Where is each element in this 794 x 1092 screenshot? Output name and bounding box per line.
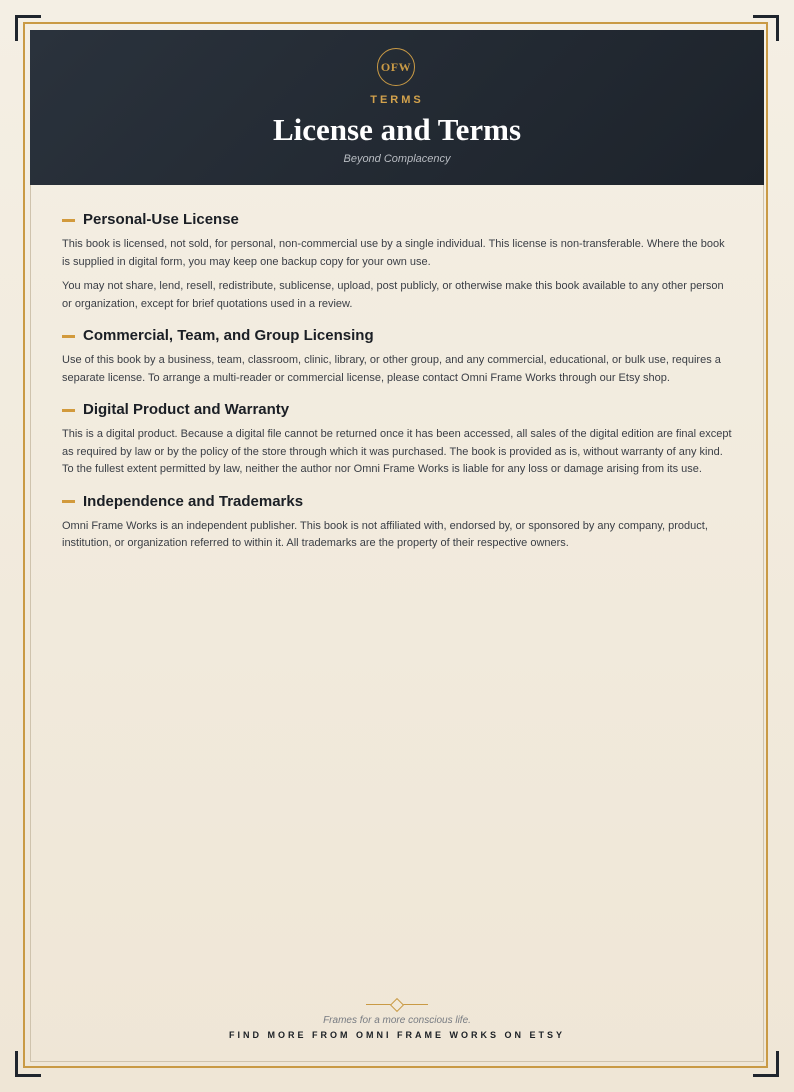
heading-dash-icon xyxy=(62,500,75,503)
ofw-logo-icon: OFW xyxy=(377,48,415,86)
section-heading xyxy=(62,492,732,512)
section-heading xyxy=(62,400,732,420)
footer-tagline: Frames for a more conscious life. xyxy=(323,1015,471,1026)
page-title: License and Terms xyxy=(272,112,522,147)
section-heading-text: Personal-Use License xyxy=(83,211,239,228)
corner-bracket-bottom-right xyxy=(753,1051,779,1077)
terms-content xyxy=(62,210,732,566)
section-heading-text: Commercial, Team, and Group Licensing xyxy=(83,327,374,344)
section-heading-text: Independence and Trademarks xyxy=(83,492,304,510)
heading-dash-icon xyxy=(62,335,75,338)
etsy-cta-link[interactable]: FIND MORE FROM OMNI FRAME WORKS ON ETSY xyxy=(229,1030,565,1040)
section-heading xyxy=(62,326,732,346)
paragraph: This is a digital product. Because a digital file cannot be returned once it has been accessed, all sales of the digital edition are final except as required by law or by the policy of the store through which it was purchased. The book is provided as is, without warranty of any kind. To the fullest extent permitted by law, neither the author nor Omni Frame Works is liable for any loss or damage arising from its use. xyxy=(62,428,732,475)
diamond-ornament-icon xyxy=(365,998,429,1012)
section-independence-trademarks xyxy=(62,492,732,553)
page-subtitle: Beyond Complacency xyxy=(343,153,451,165)
section-heading xyxy=(62,210,732,230)
paragraph: This book is licensed, not sold, for personal, non-commercial use by a single individual. This license is non-transferable. Where the book is supplied in digital form, you may keep one backup copy for your own use. xyxy=(62,238,725,268)
page-footer xyxy=(30,998,764,1040)
paragraph: You may not share, lend, resell, redistribute, sublicense, upload, post publicly, or otherwise make this book available to any other person or organization, except for brief quotations used in a review. xyxy=(62,280,724,310)
heading-dash-icon xyxy=(62,219,75,222)
section-personal-use-license xyxy=(62,210,732,313)
section-commercial-licensing xyxy=(62,326,732,387)
corner-bracket-bottom-left xyxy=(15,1051,41,1077)
page-header xyxy=(30,30,764,185)
section-heading-text: Digital Product and Warranty xyxy=(83,401,290,418)
paragraph: Use of this book by a business, team, classroom, clinic, library, or other group, and any commercial, educational, or bulk use, requires a separate license. To arrange a multi-reader or commercial license, please contact Omni Frame Works through our Etsy shop. xyxy=(62,354,721,384)
section-digital-product-warranty xyxy=(62,400,732,479)
paragraph: Omni Frame Works is an independent publisher. This book is not affiliated with, endorsed by, or sponsored by any company, product, institution, or organization referred to within it. All trademarks are the property of their respective owners. xyxy=(62,519,708,549)
ornament-diamond xyxy=(390,998,404,1012)
heading-dash-icon xyxy=(62,409,75,412)
header-eyebrow: TERMS xyxy=(370,94,424,106)
